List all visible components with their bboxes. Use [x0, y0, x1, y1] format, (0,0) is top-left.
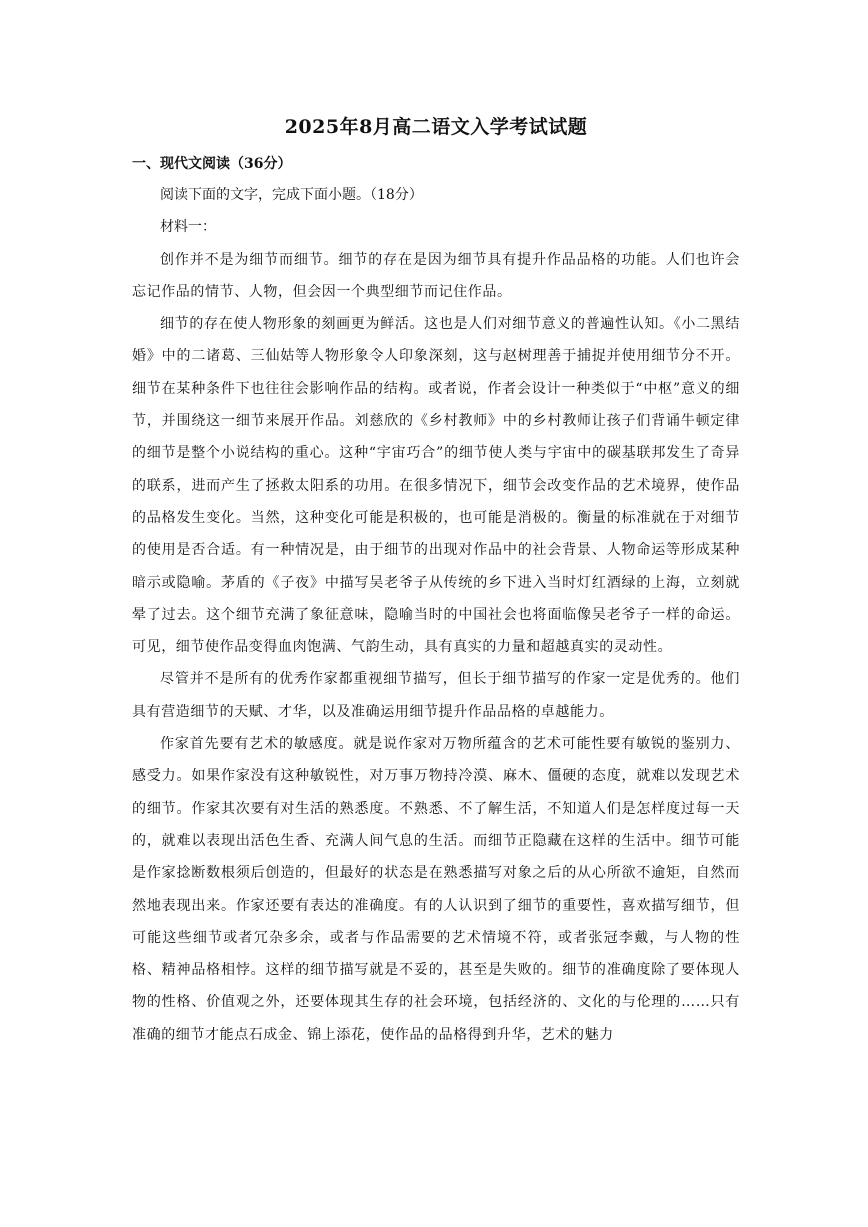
paragraph-3: 尽管并不是所有的优秀作家都重视细节描写，但长于细节描写的作家一定是优秀的。他们具有营造细节的天赋、才华，以及准确运用细节提升作品品格的卓越能力。	[132, 671, 740, 720]
paragraph-2: 细节的存在使人物形象的刻画更为鲜活。这也是人们对细节意义的普遍性认知。《小二黑结婚》中的二诸葛、三仙姑等人物形象令人印象深刻，这与赵树理善于捕捉并使用细节分不开。细节在某种条件下也往往会影响作品的结构。或者说，作者会设计一种类似于“中枢”意义的细节，并围绕这一细节来展开作品。刘慈欣的《乡村教师》中的乡村教师让孩子们背诵牛顿定律的细节是整个小说结构的重心。这种“宇宙巧合”的细节使人类与宇宙中的碳基联邦发生了奇异的联系，进而产生了拯救太阳系的功用。在很多情况下，细节会改变作品的艺术境界，使作品的品格发生变化。当然，这种变化可能是积极的，也可能是消极的。衡量的标准就在于对细节的使用是否合适。有一种情况是，由于细节的出现对作品中的社会背景、人物命运等形成某种暗示或隐喻。茅盾的《子夜》中描写吴老爷子从传统的乡下进入当时灯红酒绿的上海，立刻就晕了过去。这个细节充满了象征意味，隐喻当时的中国社会也将面临像吴老爷子一样的命运。可见，细节使作品变得血肉饱满、气韵生动，具有真实的力量和超越真实的灵动性。	[132, 316, 740, 656]
page-title: 2025年8月高二语文入学考试试题	[284, 116, 588, 138]
paragraph-1: 创作并不是为细节而细节。细节的存在是因为细节具有提升作品品格的功能。人们也许会忘记作品的情节、人物，但会因一个典型细节而记住作品。	[132, 251, 740, 300]
reading-instruction: 阅读下面的文字，完成下面小题。（18分）	[160, 187, 423, 203]
material-label: 材料一：	[160, 219, 216, 236]
section-heading: 一、现代文阅读（36分）	[132, 156, 292, 172]
paragraph-4: 作家首先要有艺术的敏感度。就是说作家对万物所蕴含的艺术可能性要有敏锐的鉴别力、感受力。如果作家没有这种敏锐性，对万事万物持冷漠、麻木、僵硬的态度，就难以发现艺术的细节。作家其次要有对生活的熟悉度。不熟悉、不了解生活，不知道人们是怎样度过每一天的，就难以表现出活色生香、充满人间气息的生活。而细节正隐藏在这样的生活中。细节可能是作家捻断数根须后创造的，但最好的状态是在熟悉描写对象之后的从心所欲不逾矩，自然而然地表现出来。作家还要有表达的准确度。有的人认识到了细节的重要性，喜欢描写细节，但可能这些细节或者冗杂多余，或者与作品需要的艺术情境不符，或者张冠李戴，与人物的性格、精神品格相悖。这样的细节描写就是不妥的，甚至是失败的。细节的准确度除了要体现人物的性格、价值观之外，还要体现其生存的社会环境，包括经济的、文化的与伦理的……只有准确的细节才能点石成金、锦上添花，使作品的品格得到升华，艺术的魅力	[132, 736, 740, 1043]
